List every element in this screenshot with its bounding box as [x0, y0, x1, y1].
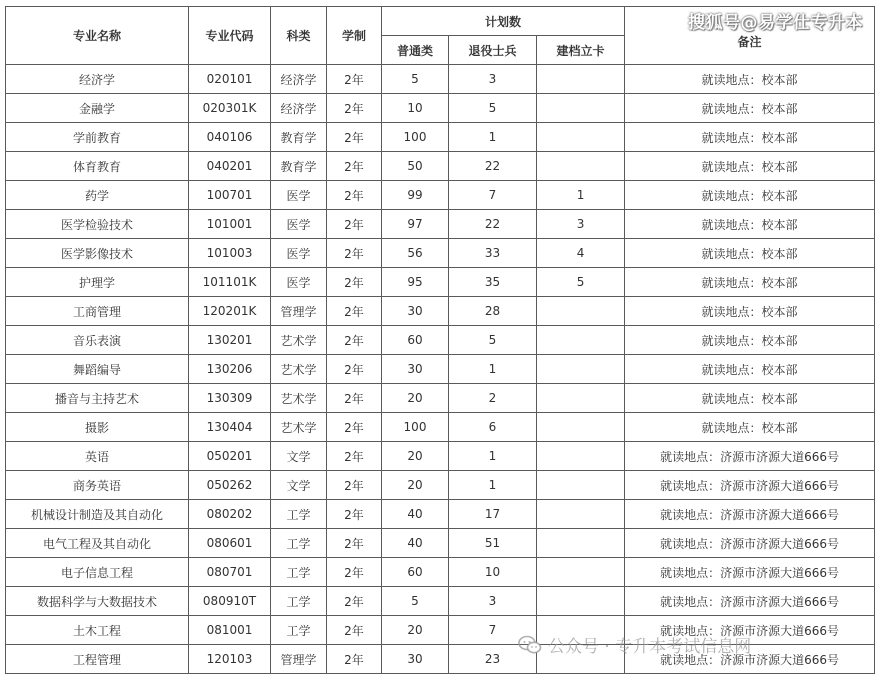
cell-plan-veteran: 3: [449, 587, 537, 616]
cell-plan-veteran: 5: [449, 326, 537, 355]
cell-plan-veteran: 6: [449, 413, 537, 442]
cell-duration: 2年: [327, 239, 382, 268]
cell-major-code: 120201K: [189, 297, 271, 326]
cell-plan-poverty: [537, 471, 625, 500]
cell-category: 工学: [271, 587, 327, 616]
cell-remark: 就读地点：校本部: [625, 297, 875, 326]
cell-major-name: 土木工程: [6, 616, 189, 645]
cell-major-name: 数据科学与大数据技术: [6, 587, 189, 616]
header-plan-general: 普通类: [382, 36, 449, 65]
cell-plan-general: 10: [382, 94, 449, 123]
cell-duration: 2年: [327, 94, 382, 123]
cell-duration: 2年: [327, 384, 382, 413]
table-row: [6, 529, 875, 558]
header-category: 科类: [271, 7, 327, 65]
table-row: [6, 326, 875, 355]
cell-plan-poverty: [537, 65, 625, 94]
cell-plan-general: 50: [382, 152, 449, 181]
table-row: [6, 152, 875, 181]
cell-major-name: 医学影像技术: [6, 239, 189, 268]
cell-major-code: 040201: [189, 152, 271, 181]
cell-remark: 就读地点：校本部: [625, 210, 875, 239]
cell-major-name: 播音与主持艺术: [6, 384, 189, 413]
cell-duration: 2年: [327, 65, 382, 94]
cell-remark: 就读地点：校本部: [625, 413, 875, 442]
cell-major-code: 080202: [189, 500, 271, 529]
cell-plan-poverty: [537, 587, 625, 616]
cell-plan-general: 99: [382, 181, 449, 210]
cell-plan-general: 40: [382, 529, 449, 558]
cell-plan-poverty: 5: [537, 268, 625, 297]
table-row: [6, 239, 875, 268]
header-major-name: 专业名称: [6, 7, 189, 65]
cell-duration: 2年: [327, 529, 382, 558]
cell-category: 工学: [271, 529, 327, 558]
table-row: [6, 355, 875, 384]
cell-remark: 就读地点：校本部: [625, 239, 875, 268]
cell-plan-poverty: [537, 355, 625, 384]
cell-plan-general: 97: [382, 210, 449, 239]
cell-major-name: 机械设计制造及其自动化: [6, 500, 189, 529]
cell-major-code: 130404: [189, 413, 271, 442]
cell-remark: 就读地点：校本部: [625, 123, 875, 152]
cell-category: 艺术学: [271, 413, 327, 442]
cell-duration: 2年: [327, 558, 382, 587]
cell-major-code: 020101: [189, 65, 271, 94]
cell-major-name: 商务英语: [6, 471, 189, 500]
cell-plan-veteran: 22: [449, 210, 537, 239]
cell-remark: 就读地点：济源市济源大道666号: [625, 529, 875, 558]
cell-category: 艺术学: [271, 384, 327, 413]
header-plan-poverty: 建档立卡: [537, 36, 625, 65]
cell-plan-poverty: [537, 297, 625, 326]
cell-plan-veteran: 1: [449, 471, 537, 500]
header-remarks: 备注: [625, 7, 875, 65]
cell-plan-veteran: 5: [449, 94, 537, 123]
cell-major-name: 舞蹈编导: [6, 355, 189, 384]
header-plan-veteran: 退役士兵: [449, 36, 537, 65]
cell-plan-poverty: [537, 152, 625, 181]
cell-major-code: 101001: [189, 210, 271, 239]
cell-duration: 2年: [327, 210, 382, 239]
cell-category: 艺术学: [271, 355, 327, 384]
table-body: [6, 7, 875, 674]
cell-category: 管理学: [271, 645, 327, 674]
cell-category: 教育学: [271, 123, 327, 152]
cell-plan-general: 40: [382, 500, 449, 529]
cell-plan-veteran: 1: [449, 442, 537, 471]
cell-category: 工学: [271, 616, 327, 645]
cell-major-name: 护理学: [6, 268, 189, 297]
cell-category: 文学: [271, 442, 327, 471]
cell-plan-poverty: 3: [537, 210, 625, 239]
table-row: [6, 268, 875, 297]
cell-remark: 就读地点：校本部: [625, 152, 875, 181]
cell-major-code: 080701: [189, 558, 271, 587]
cell-remark: 就读地点：济源市济源大道666号: [625, 442, 875, 471]
wechat-watermark-text: 公众号 · 专升本考试信息网: [548, 637, 752, 657]
cell-remark: 就读地点：济源市济源大道666号: [625, 587, 875, 616]
table-row: [6, 181, 875, 210]
table-row: [6, 413, 875, 442]
cell-plan-general: 95: [382, 268, 449, 297]
cell-plan-veteran: 17: [449, 500, 537, 529]
table-row: [6, 123, 875, 152]
cell-major-code: 101003: [189, 239, 271, 268]
cell-plan-poverty: [537, 442, 625, 471]
cell-category: 医学: [271, 268, 327, 297]
cell-plan-poverty: [537, 94, 625, 123]
cell-remark: 就读地点：校本部: [625, 326, 875, 355]
cell-plan-poverty: [537, 413, 625, 442]
enrollment-plan-table: [5, 6, 875, 674]
cell-plan-general: 5: [382, 587, 449, 616]
cell-duration: 2年: [327, 181, 382, 210]
wechat-watermark: [518, 632, 751, 657]
cell-duration: 2年: [327, 471, 382, 500]
cell-major-name: 药学: [6, 181, 189, 210]
cell-major-code: 120103: [189, 645, 271, 674]
table-row: [6, 587, 875, 616]
cell-duration: 2年: [327, 413, 382, 442]
header-major-code: 专业代码: [189, 7, 271, 65]
cell-duration: 2年: [327, 500, 382, 529]
cell-major-name: 医学检验技术: [6, 210, 189, 239]
cell-plan-veteran: 2: [449, 384, 537, 413]
cell-major-code: 040106: [189, 123, 271, 152]
cell-plan-veteran: 28: [449, 297, 537, 326]
cell-duration: 2年: [327, 355, 382, 384]
cell-plan-poverty: [537, 326, 625, 355]
cell-plan-poverty: [537, 384, 625, 413]
cell-major-code: 020301K: [189, 94, 271, 123]
cell-category: 艺术学: [271, 326, 327, 355]
cell-plan-general: 20: [382, 442, 449, 471]
cell-major-name: 英语: [6, 442, 189, 471]
cell-category: 经济学: [271, 65, 327, 94]
cell-remark: 就读地点：校本部: [625, 384, 875, 413]
cell-major-name: 学前教育: [6, 123, 189, 152]
cell-major-code: 130309: [189, 384, 271, 413]
cell-plan-poverty: [537, 123, 625, 152]
cell-plan-veteran: 7: [449, 181, 537, 210]
wechat-icon: [518, 635, 542, 655]
cell-plan-veteran: 7: [449, 616, 537, 645]
cell-major-code: 050262: [189, 471, 271, 500]
cell-category: 教育学: [271, 152, 327, 181]
cell-major-code: 130201: [189, 326, 271, 355]
cell-plan-general: 100: [382, 123, 449, 152]
cell-plan-veteran: 10: [449, 558, 537, 587]
cell-category: 工学: [271, 500, 327, 529]
table-row: [6, 94, 875, 123]
cell-plan-general: 5: [382, 65, 449, 94]
cell-plan-general: 30: [382, 645, 449, 674]
cell-plan-general: 100: [382, 413, 449, 442]
cell-major-name: 电子信息工程: [6, 558, 189, 587]
cell-remark: 就读地点：校本部: [625, 94, 875, 123]
cell-category: 文学: [271, 471, 327, 500]
cell-remark: 就读地点：济源市济源大道666号: [625, 500, 875, 529]
cell-remark: 就读地点：济源市济源大道666号: [625, 616, 875, 645]
cell-remark: 就读地点：校本部: [625, 268, 875, 297]
cell-major-code: 080910T: [189, 587, 271, 616]
cell-major-code: 050201: [189, 442, 271, 471]
cell-category: 医学: [271, 239, 327, 268]
cell-plan-veteran: 23: [449, 645, 537, 674]
cell-category: 医学: [271, 210, 327, 239]
sohu-watermark: 搜狐号@易学仕专升本: [688, 13, 863, 33]
cell-plan-veteran: 1: [449, 355, 537, 384]
cell-category: 管理学: [271, 297, 327, 326]
cell-major-code: 100701: [189, 181, 271, 210]
cell-remark: 就读地点：校本部: [625, 65, 875, 94]
cell-duration: 2年: [327, 442, 382, 471]
cell-duration: 2年: [327, 297, 382, 326]
cell-category: 工学: [271, 558, 327, 587]
cell-plan-general: 56: [382, 239, 449, 268]
cell-category: 医学: [271, 181, 327, 210]
table-row: [6, 442, 875, 471]
cell-major-name: 经济学: [6, 65, 189, 94]
cell-plan-veteran: 33: [449, 239, 537, 268]
header-plan-group: 计划数: [382, 7, 625, 36]
cell-plan-poverty: [537, 529, 625, 558]
cell-major-name: 工程管理: [6, 645, 189, 674]
cell-plan-general: 30: [382, 297, 449, 326]
cell-duration: 2年: [327, 152, 382, 181]
cell-major-name: 电气工程及其自动化: [6, 529, 189, 558]
cell-major-name: 工商管理: [6, 297, 189, 326]
table-row: [6, 297, 875, 326]
cell-remark: 就读地点：济源市济源大道666号: [625, 558, 875, 587]
cell-duration: 2年: [327, 268, 382, 297]
cell-plan-poverty: [537, 558, 625, 587]
cell-plan-veteran: 51: [449, 529, 537, 558]
table-row: [6, 210, 875, 239]
cell-remark: 就读地点：校本部: [625, 355, 875, 384]
cell-major-name: 体育教育: [6, 152, 189, 181]
cell-plan-general: 30: [382, 355, 449, 384]
cell-major-name: 金融学: [6, 94, 189, 123]
table-row: [6, 500, 875, 529]
cell-duration: 2年: [327, 326, 382, 355]
cell-plan-poverty: 4: [537, 239, 625, 268]
header-duration: 学制: [327, 7, 382, 65]
cell-plan-general: 20: [382, 384, 449, 413]
cell-plan-general: 20: [382, 616, 449, 645]
table-row: [6, 558, 875, 587]
cell-plan-general: 20: [382, 471, 449, 500]
table-row: [6, 471, 875, 500]
cell-duration: 2年: [327, 587, 382, 616]
cell-remark: 就读地点：济源市济源大道666号: [625, 645, 875, 674]
cell-plan-veteran: 1: [449, 123, 537, 152]
cell-plan-poverty: [537, 500, 625, 529]
cell-category: 经济学: [271, 94, 327, 123]
cell-major-code: 081001: [189, 616, 271, 645]
cell-major-name: 音乐表演: [6, 326, 189, 355]
table-row: [6, 384, 875, 413]
cell-remark: 就读地点：校本部: [625, 181, 875, 210]
cell-plan-general: 60: [382, 558, 449, 587]
cell-plan-veteran: 35: [449, 268, 537, 297]
table-row: [6, 65, 875, 94]
cell-plan-veteran: 22: [449, 152, 537, 181]
cell-duration: 2年: [327, 645, 382, 674]
cell-remark: 就读地点：济源市济源大道666号: [625, 471, 875, 500]
cell-major-code: 130206: [189, 355, 271, 384]
cell-plan-veteran: 3: [449, 65, 537, 94]
cell-major-name: 摄影: [6, 413, 189, 442]
cell-duration: 2年: [327, 616, 382, 645]
cell-major-code: 101101K: [189, 268, 271, 297]
cell-duration: 2年: [327, 123, 382, 152]
cell-plan-poverty: 1: [537, 181, 625, 210]
cell-major-code: 080601: [189, 529, 271, 558]
cell-plan-general: 60: [382, 326, 449, 355]
